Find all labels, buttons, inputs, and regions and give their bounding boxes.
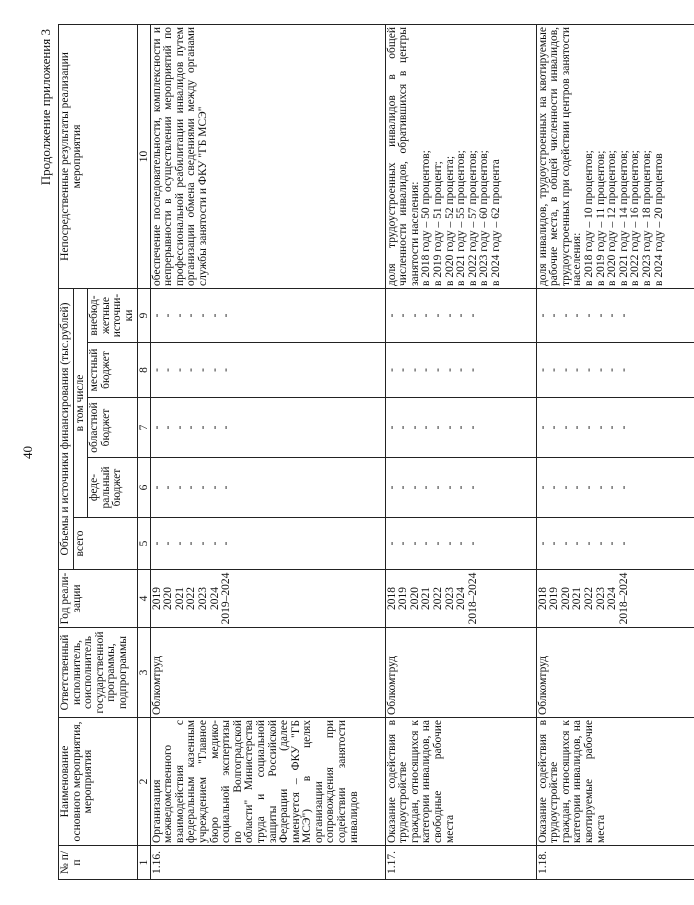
dash-value: - <box>559 485 572 490</box>
dash-value: - <box>617 313 630 318</box>
result-cell <box>385 24 536 288</box>
year-value: 2021 <box>571 587 584 610</box>
year-value: 2019–2024 <box>220 572 233 625</box>
result-item: в 2023 году – 60 процентов; <box>478 150 491 286</box>
dash-value: - <box>466 485 479 490</box>
result-item: в 2022 году – 57 процентов; <box>466 150 479 286</box>
dash-value: - <box>582 368 595 372</box>
dash-value: - <box>617 541 630 546</box>
dash-value: - <box>443 425 456 430</box>
year-value: 2020 <box>162 587 175 610</box>
dash-value: - <box>162 425 175 430</box>
row-number: 1.18. <box>536 846 694 880</box>
dash-value: - <box>548 485 561 490</box>
dash-value: - <box>548 541 561 546</box>
result-item: в 2018 году – 10 процентов; <box>582 150 595 286</box>
year-value: 2024 <box>606 587 619 610</box>
dash-value: - <box>173 425 186 430</box>
dash-value: - <box>606 368 619 372</box>
years-cell <box>150 570 385 628</box>
dash-value: - <box>582 485 595 490</box>
dash-value: - <box>385 425 398 430</box>
activity-name: Оказание содействия в трудоустройстве граждан, относящихся к категории инвалидов, на свободные рабочие места <box>385 718 536 846</box>
local-values <box>536 343 694 398</box>
col-number: 5 <box>137 518 150 570</box>
year-value: 2020 <box>408 587 421 610</box>
dash-value: - <box>220 485 233 490</box>
col-number: 3 <box>137 628 150 718</box>
year-value: 2022 <box>185 587 198 610</box>
dash-value: - <box>571 485 584 490</box>
dash-value: - <box>431 425 444 430</box>
year-value: 2022 <box>431 587 444 610</box>
result-item: в 2021 году – 14 процентов; <box>617 150 630 286</box>
dash-value: - <box>617 368 630 372</box>
regional-values <box>385 398 536 458</box>
table-header <box>59 24 151 879</box>
dash-value: - <box>397 425 410 430</box>
executor: Облкомтруд <box>536 628 694 718</box>
total-values <box>150 518 385 570</box>
dash-value: - <box>220 425 233 430</box>
dash-value: - <box>571 541 584 546</box>
dash-value: - <box>443 313 456 318</box>
dash-value: - <box>385 313 398 318</box>
header-total: всего <box>73 518 137 570</box>
column-number-row <box>137 24 150 879</box>
dash-value: - <box>594 541 607 546</box>
executor: Облкомтруд <box>150 628 385 718</box>
dash-value: - <box>408 485 421 490</box>
row-number: 1.17. <box>385 846 536 880</box>
col-number: 4 <box>137 570 150 628</box>
dash-value: - <box>548 313 561 318</box>
dash-value: - <box>594 425 607 430</box>
federal-values <box>385 458 536 518</box>
year-value: 2018 <box>385 587 398 610</box>
result-item: в 2018 году – 50 процентов; <box>420 150 433 286</box>
dash-value: - <box>431 485 444 490</box>
header-num: № п/п <box>59 846 138 880</box>
dash-value: - <box>150 485 163 490</box>
dash-value: - <box>150 368 163 372</box>
col-number: 8 <box>137 343 150 398</box>
dash-value: - <box>466 425 479 430</box>
dash-value: - <box>162 485 175 490</box>
total-values <box>385 518 536 570</box>
dash-value: - <box>185 425 198 430</box>
dash-value: - <box>196 313 209 318</box>
activity-name: Оказание содействия в трудоустройстве граждан, относящихся к категории инвалидов, на квотируемые рабочие места <box>536 718 694 846</box>
dash-value: - <box>594 485 607 490</box>
dash-value: - <box>196 541 209 546</box>
row-number: 1.16. <box>150 846 385 880</box>
dash-value: - <box>536 313 549 318</box>
header-regional: областной бюджет <box>88 398 137 458</box>
dash-value: - <box>617 485 630 490</box>
dash-value: - <box>594 368 607 372</box>
dash-value: - <box>208 368 221 372</box>
result-intro: доля трудоустроенных инвалидов в общей численности инвалидов, обратившихся в центры занятости населения: <box>385 26 421 286</box>
dash-value: - <box>173 541 186 546</box>
header-executor: Ответственный исполнитель, соисполнитель государственной программы, подпрограммы <box>59 628 138 718</box>
result-intro: доля инвалидов, трудоустроенных на квотируемые рабочие места, в общей численности инвалидов, трудоустроенных при содействии центров занятости населения: <box>536 26 584 286</box>
result-item: в 2024 году – 20 процентов <box>652 153 665 286</box>
dash-value: - <box>220 313 233 318</box>
total-values <box>536 518 694 570</box>
dash-value: - <box>408 368 421 372</box>
dash-value: - <box>397 541 410 546</box>
dash-value: - <box>185 541 198 546</box>
result-item: в 2024 году – 62 процента <box>489 159 502 286</box>
dash-value: - <box>594 313 607 318</box>
header-incl: в том числе <box>73 288 88 517</box>
dash-value: - <box>536 485 549 490</box>
year-value: 2023 <box>196 587 209 610</box>
dash-value: - <box>571 425 584 430</box>
dash-value: - <box>150 313 163 318</box>
dash-value: - <box>196 425 209 430</box>
dash-value: - <box>443 485 456 490</box>
dash-value: - <box>582 425 595 430</box>
local-values <box>150 343 385 398</box>
dash-value: - <box>455 425 468 430</box>
dash-value: - <box>196 368 209 372</box>
dash-value: - <box>606 541 619 546</box>
dash-value: - <box>617 425 630 430</box>
year-value: 2022 <box>582 587 595 610</box>
header-federal: феде-ральный бюджет <box>88 458 137 518</box>
dash-value: - <box>420 485 433 490</box>
result-item: в 2019 году – 51 процент; <box>431 161 444 286</box>
dash-value: - <box>582 313 595 318</box>
header-offbudget: внебюд-жетные источни-ки <box>88 288 137 342</box>
result-cell <box>536 24 694 288</box>
dash-value: - <box>443 541 456 546</box>
dash-value: - <box>220 368 233 372</box>
header-funding: Объемы и источники финансирования (тыс.рублей) <box>59 288 74 569</box>
dash-value: - <box>397 368 410 372</box>
page-number: 40 <box>20 446 35 459</box>
dash-value: - <box>196 485 209 490</box>
result-item: в 2022 году – 16 процентов; <box>629 150 642 286</box>
col-number: 2 <box>137 718 150 846</box>
dash-value: - <box>548 368 561 372</box>
header-local: местный бюджет <box>88 343 137 398</box>
federal-values <box>150 458 385 518</box>
dash-value: - <box>571 368 584 372</box>
dash-value: - <box>420 425 433 430</box>
continuation-label: Продолжение приложения 3 <box>38 29 53 186</box>
dash-value: - <box>385 485 398 490</box>
regional-values <box>536 398 694 458</box>
executor: Облкомтруд <box>385 628 536 718</box>
local-values <box>385 343 536 398</box>
dash-value: - <box>208 425 221 430</box>
dash-value: - <box>208 313 221 318</box>
dash-value: - <box>385 368 398 372</box>
dash-value: - <box>571 313 584 318</box>
dash-value: - <box>466 368 479 372</box>
activity-name: Организация межведомственного взаимодействия с федеральным казенным учреждением "Главное бюро медико-социальной экспертизы по Волгоградской области" Министерства труда и социальной защиты Российской Федерации (далее именуется – ФКУ "ГБ МСЭ") в целях организации сопровождения при содействии занятости инвалидов <box>150 718 385 846</box>
dash-value: - <box>455 541 468 546</box>
dash-value: - <box>150 541 163 546</box>
dash-value: - <box>536 425 549 430</box>
dash-value: - <box>185 485 198 490</box>
offbudget-values <box>385 288 536 342</box>
dash-value: - <box>173 313 186 318</box>
regional-values <box>150 398 385 458</box>
result-item: в 2021 году – 55 процентов; <box>455 150 468 286</box>
year-value: 2021 <box>420 587 433 610</box>
header-results: Непосредственные результаты реализации мероприятия <box>59 24 138 288</box>
dash-value: - <box>397 485 410 490</box>
dash-value: - <box>443 368 456 372</box>
header-name: Наименование основного мероприятия, мероприятия <box>59 718 138 846</box>
result-text: обеспечение последовательности, комплексности и непрерывности в осуществлении мероприятий по профессиональной реабилитации инвалидов путем организации обмена сведениями между органами службы занятости и ФКУ "ГБ МСЭ" <box>150 24 385 288</box>
result-item: в 2020 году – 12 процентов; <box>606 150 619 286</box>
dash-value: - <box>431 313 444 318</box>
dash-value: - <box>150 425 163 430</box>
year-value: 2018–2024 <box>617 572 630 625</box>
offbudget-values <box>150 288 385 342</box>
result-item: в 2020 году – 52 процента; <box>443 155 456 286</box>
dash-value: - <box>455 485 468 490</box>
dash-value: - <box>208 485 221 490</box>
dash-value: - <box>162 541 175 546</box>
dash-value: - <box>408 313 421 318</box>
result-item: в 2019 году – 11 процентов; <box>594 150 607 286</box>
dash-value: - <box>185 368 198 372</box>
program-activities-table <box>58 24 694 880</box>
dash-value: - <box>548 425 561 430</box>
year-value: 2024 <box>455 587 468 610</box>
dash-value: - <box>220 541 233 546</box>
year-value: 2019 <box>397 587 410 610</box>
year-value: 2020 <box>559 587 572 610</box>
dash-value: - <box>162 313 175 318</box>
dash-value: - <box>606 425 619 430</box>
year-value: 2024 <box>208 587 221 610</box>
dash-value: - <box>559 368 572 372</box>
dash-value: - <box>173 485 186 490</box>
year-value: 2019 <box>548 587 561 610</box>
dash-value: - <box>466 313 479 318</box>
table-row <box>536 24 694 879</box>
dash-value: - <box>431 541 444 546</box>
dash-value: - <box>559 541 572 546</box>
col-number: 6 <box>137 458 150 518</box>
dash-value: - <box>420 541 433 546</box>
year-value: 2023 <box>594 587 607 610</box>
dash-value: - <box>173 368 186 372</box>
year-value: 2023 <box>443 587 456 610</box>
dash-value: - <box>559 425 572 430</box>
year-value: 2018 <box>536 587 549 610</box>
dash-value: - <box>466 541 479 546</box>
dash-value: - <box>420 368 433 372</box>
dash-value: - <box>385 541 398 546</box>
year-value: 2019 <box>150 587 163 610</box>
col-number: 9 <box>137 288 150 342</box>
year-value: 2021 <box>173 587 186 610</box>
dash-value: - <box>185 313 198 318</box>
table-row <box>385 24 536 879</box>
dash-value: - <box>397 313 410 318</box>
years-cell <box>536 570 694 628</box>
dash-value: - <box>162 368 175 372</box>
dash-value: - <box>408 541 421 546</box>
col-number: 7 <box>137 398 150 458</box>
dash-value: - <box>208 541 221 546</box>
dash-value: - <box>408 425 421 430</box>
dash-value: - <box>536 368 549 372</box>
result-item: в 2023 году – 18 процентов; <box>640 150 653 286</box>
header-year: Год реали-зации <box>59 570 138 628</box>
year-value: 2018–2024 <box>466 572 479 625</box>
dash-value: - <box>559 313 572 318</box>
dash-value: - <box>536 541 549 546</box>
table-row <box>150 24 385 879</box>
offbudget-values <box>536 288 694 342</box>
dash-value: - <box>455 368 468 372</box>
federal-values <box>536 458 694 518</box>
dash-value: - <box>420 313 433 318</box>
col-number: 10 <box>137 24 150 288</box>
rotated-landscape-content <box>20 25 665 880</box>
dash-value: - <box>455 313 468 318</box>
years-cell <box>385 570 536 628</box>
dash-value: - <box>582 541 595 546</box>
dash-value: - <box>606 313 619 318</box>
dash-value: - <box>606 485 619 490</box>
dash-value: - <box>431 368 444 372</box>
col-number: 1 <box>137 846 150 880</box>
